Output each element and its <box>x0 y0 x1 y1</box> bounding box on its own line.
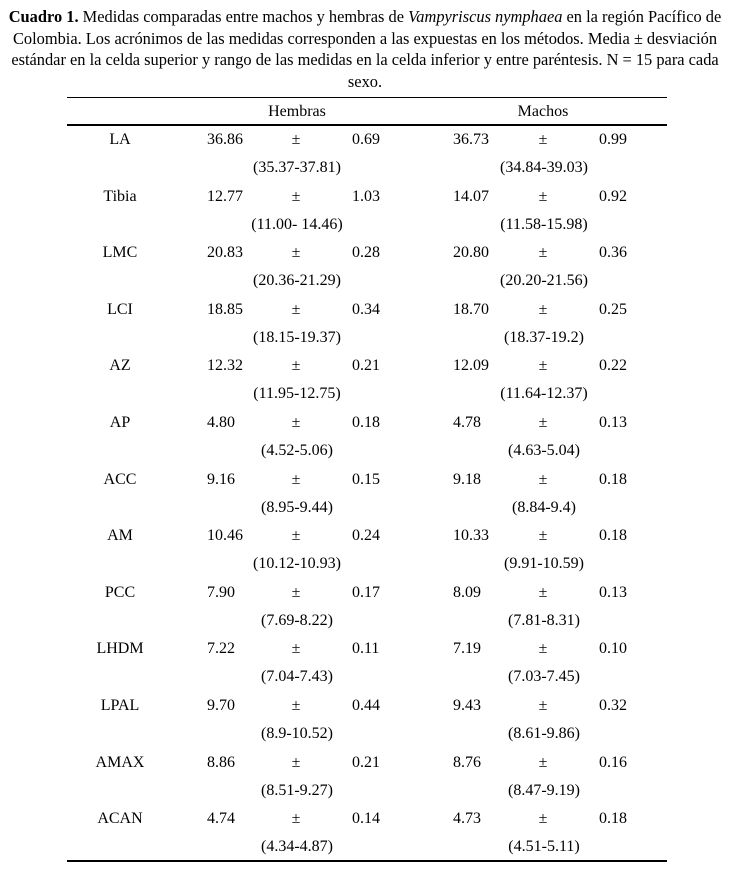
male-pm: ± <box>538 414 548 431</box>
female-sd: 0.21 <box>352 754 380 771</box>
female-mean: 9.16 <box>207 471 235 488</box>
male-pm: ± <box>538 754 548 771</box>
male-mean: 20.80 <box>453 244 489 261</box>
male-pm: ± <box>538 527 548 544</box>
caption-text-2: en la región Pacífico de Colombia. Los acrónimos de las medidas corresponden a las expuestas en los métodos. Media ± desviación estándar en la celda superior y rango de las medidas en la celda inferior y entre paréntesis. N = 15 para cada sexo. <box>11 7 722 91</box>
female-range: (18.15-19.37) <box>253 329 341 346</box>
female-sd: 0.44 <box>352 697 380 714</box>
row-acronym: ACC <box>103 471 137 488</box>
male-sd: 0.16 <box>599 754 627 771</box>
female-pm: ± <box>291 357 301 374</box>
row-acronym: AM <box>107 527 133 544</box>
female-sd: 0.14 <box>352 810 380 827</box>
female-range: (7.69-8.22) <box>261 612 333 629</box>
caption-species: Vampyriscus nymphaea <box>408 7 563 26</box>
male-range: (11.58-15.98) <box>500 216 588 233</box>
female-range: (4.34-4.87) <box>261 838 333 855</box>
male-sd: 0.25 <box>599 301 627 318</box>
female-sd: 0.17 <box>352 584 380 601</box>
table-header-rule <box>67 124 667 126</box>
female-pm: ± <box>291 527 301 544</box>
table-bottom-rule <box>67 860 667 862</box>
male-pm: ± <box>538 471 548 488</box>
female-sd: 0.69 <box>352 131 380 148</box>
male-sd: 0.18 <box>599 527 627 544</box>
row-acronym: Tibia <box>103 188 137 205</box>
row-acronym: LMC <box>102 244 138 261</box>
female-range: (11.00- 14.46) <box>251 216 343 233</box>
female-mean: 7.90 <box>207 584 235 601</box>
male-range: (8.47-9.19) <box>508 782 580 799</box>
row-acronym: ACAN <box>97 810 143 827</box>
female-pm: ± <box>291 414 301 431</box>
female-range: (8.95-9.44) <box>261 499 333 516</box>
female-range: (7.04-7.43) <box>261 668 333 685</box>
female-pm: ± <box>291 244 301 261</box>
male-range: (11.64-12.37) <box>500 385 588 402</box>
male-mean: 14.07 <box>453 188 489 205</box>
female-pm: ± <box>291 640 301 657</box>
male-pm: ± <box>538 244 548 261</box>
male-sd: 0.32 <box>599 697 627 714</box>
male-pm: ± <box>538 697 548 714</box>
row-acronym: LPAL <box>100 697 140 714</box>
female-mean: 8.86 <box>207 754 235 771</box>
female-sd: 0.21 <box>352 357 380 374</box>
female-pm: ± <box>291 810 301 827</box>
male-range: (4.51-5.11) <box>508 838 580 855</box>
male-sd: 0.13 <box>599 414 627 431</box>
column-header-hembras: Hembras <box>268 103 326 120</box>
male-range: (8.84-9.4) <box>512 499 576 516</box>
male-mean: 9.43 <box>453 697 481 714</box>
male-mean: 7.19 <box>453 640 481 657</box>
female-pm: ± <box>291 697 301 714</box>
female-mean: 12.77 <box>207 188 243 205</box>
male-sd: 0.13 <box>599 584 627 601</box>
female-mean: 18.85 <box>207 301 243 318</box>
row-acronym: AZ <box>109 357 131 374</box>
male-pm: ± <box>538 188 548 205</box>
female-pm: ± <box>291 131 301 148</box>
male-mean: 4.73 <box>453 810 481 827</box>
row-acronym: LHDM <box>96 640 144 657</box>
female-pm: ± <box>291 584 301 601</box>
female-range: (35.37-37.81) <box>253 159 341 176</box>
male-sd: 0.18 <box>599 471 627 488</box>
column-header-machos: Machos <box>517 103 569 120</box>
male-mean: 8.09 <box>453 584 481 601</box>
female-mean: 9.70 <box>207 697 235 714</box>
male-range: (9.91-10.59) <box>504 555 584 572</box>
caption-text-1: Medidas comparadas entre machos y hembras de <box>82 7 404 26</box>
female-pm: ± <box>291 754 301 771</box>
female-range: (4.52-5.06) <box>261 442 333 459</box>
male-sd: 0.10 <box>599 640 627 657</box>
female-range: (11.95-12.75) <box>253 385 341 402</box>
female-range: (8.9-10.52) <box>261 725 333 742</box>
female-mean: 7.22 <box>207 640 235 657</box>
female-mean: 4.74 <box>207 810 235 827</box>
male-pm: ± <box>538 810 548 827</box>
caption-label: Cuadro 1. <box>8 7 79 26</box>
female-mean: 20.83 <box>207 244 243 261</box>
male-sd: 0.36 <box>599 244 627 261</box>
row-acronym: AP <box>109 414 131 431</box>
male-mean: 10.33 <box>453 527 489 544</box>
female-sd: 0.24 <box>352 527 380 544</box>
male-mean: 36.73 <box>453 131 489 148</box>
row-acronym: LA <box>109 131 131 148</box>
female-pm: ± <box>291 471 301 488</box>
male-mean: 9.18 <box>453 471 481 488</box>
row-acronym: AMAX <box>95 754 145 771</box>
male-sd: 0.92 <box>599 188 627 205</box>
male-sd: 0.99 <box>599 131 627 148</box>
female-sd: 0.11 <box>352 640 380 657</box>
male-mean: 8.76 <box>453 754 481 771</box>
table-top-rule <box>67 97 667 98</box>
table-caption <box>4 6 726 92</box>
row-acronym: LCI <box>107 301 133 318</box>
male-sd: 0.22 <box>599 357 627 374</box>
male-pm: ± <box>538 301 548 318</box>
row-acronym: PCC <box>104 584 136 601</box>
male-range: (4.63-5.04) <box>508 442 580 459</box>
male-range: (34.84-39.03) <box>500 159 588 176</box>
female-mean: 36.86 <box>207 131 243 148</box>
male-pm: ± <box>538 640 548 657</box>
male-range: (8.61-9.86) <box>508 725 580 742</box>
male-range: (7.03-7.45) <box>508 668 580 685</box>
male-mean: 18.70 <box>453 301 489 318</box>
male-pm: ± <box>538 357 548 374</box>
male-pm: ± <box>538 584 548 601</box>
male-mean: 4.78 <box>453 414 481 431</box>
female-sd: 1.03 <box>352 188 380 205</box>
male-pm: ± <box>538 131 548 148</box>
female-pm: ± <box>291 301 301 318</box>
female-sd: 0.28 <box>352 244 380 261</box>
female-mean: 10.46 <box>207 527 243 544</box>
male-sd: 0.18 <box>599 810 627 827</box>
female-sd: 0.18 <box>352 414 380 431</box>
female-mean: 4.80 <box>207 414 235 431</box>
male-range: (7.81-8.31) <box>508 612 580 629</box>
female-range: (10.12-10.93) <box>253 555 341 572</box>
female-pm: ± <box>291 188 301 205</box>
female-mean: 12.32 <box>207 357 243 374</box>
male-range: (18.37-19.2) <box>504 329 584 346</box>
male-mean: 12.09 <box>453 357 489 374</box>
female-sd: 0.34 <box>352 301 380 318</box>
female-range: (8.51-9.27) <box>261 782 333 799</box>
female-sd: 0.15 <box>352 471 380 488</box>
male-range: (20.20-21.56) <box>500 272 588 289</box>
female-range: (20.36-21.29) <box>253 272 341 289</box>
